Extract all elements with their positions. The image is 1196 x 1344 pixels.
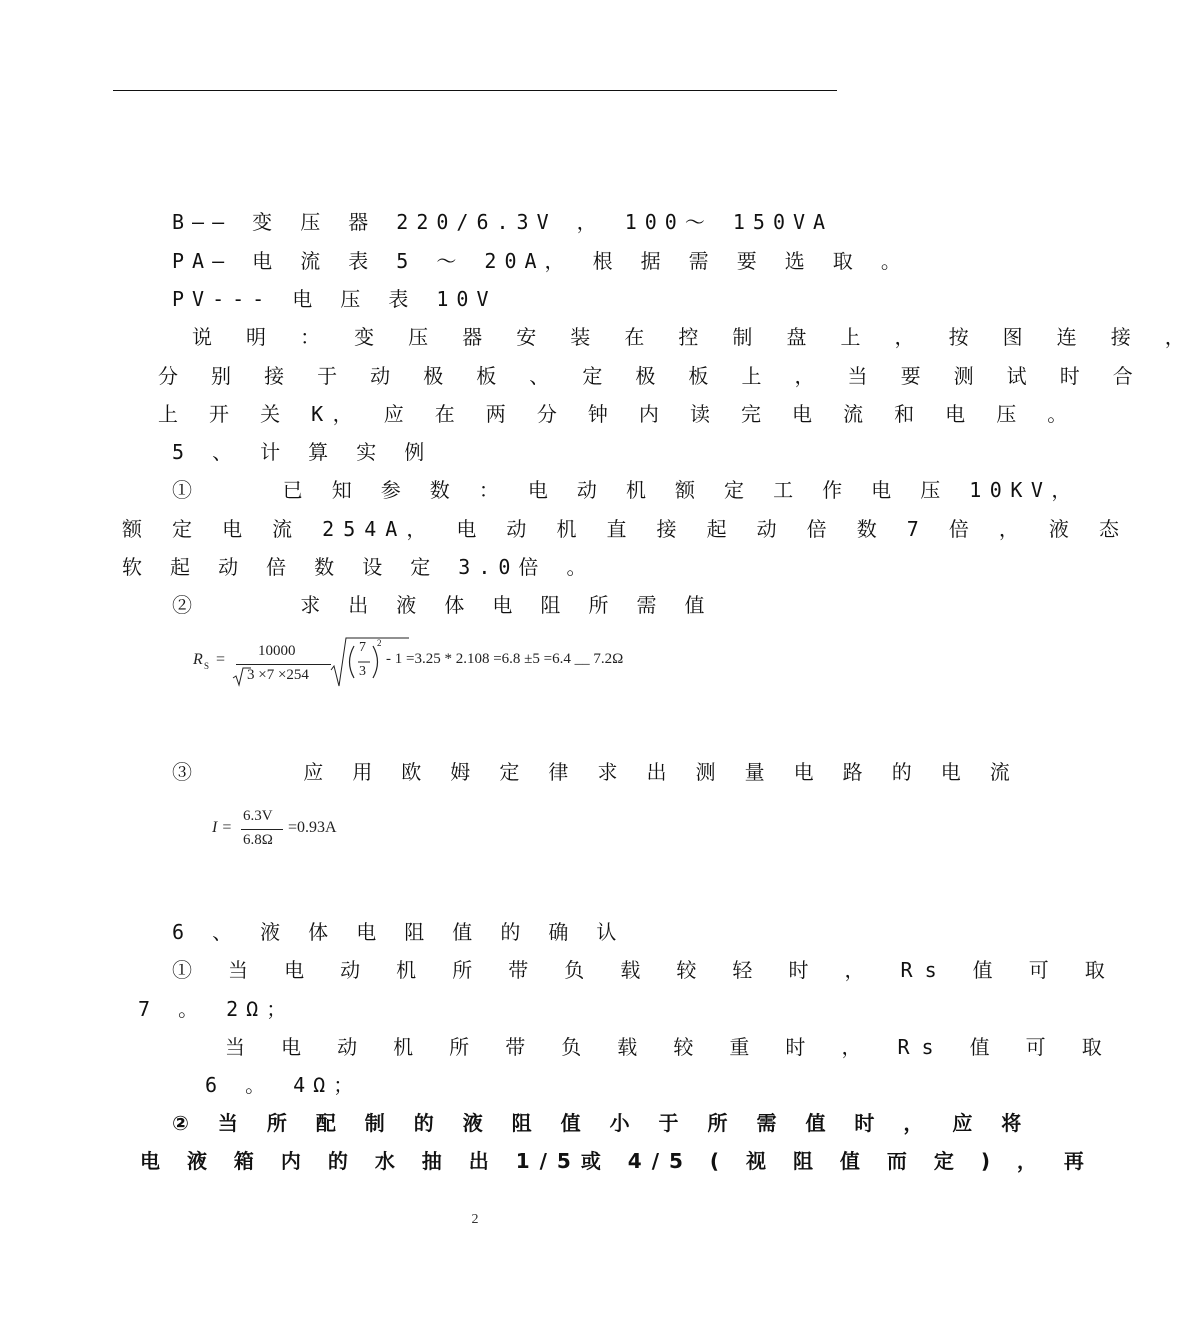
formula1-equals: = — [216, 651, 226, 668]
formula1-inner-denominator: 3 — [359, 664, 366, 679]
calc-3-line: ③ 应 用 欧 姆 定 律 求 出 测 量 电 路 的 电 流 — [172, 760, 1019, 784]
formula1-numerator: 10000 — [258, 643, 296, 659]
transformer-line: B—— 变 压 器 220/6.3V ， 100～ 150VA — [172, 210, 834, 234]
section-6-heading: 6 、 液 体 电 阻 值 的 确 认 — [172, 920, 625, 944]
light-load-line-a: ① 当 电 动 机 所 带 负 载 较 轻 时 ， Rs 值 可 取 — [172, 958, 1117, 982]
heavy-load-line-b: 6 。 4Ω； — [205, 1073, 362, 1097]
ammeter-line: PA— 电 流 表 5 ～ 20A， 根 据 需 要 选 取 。 — [172, 249, 909, 273]
formula1-denominator: 3 ×7 ×254 — [247, 667, 309, 683]
light-load-line-b: 7 。 2Ω； — [138, 997, 295, 1021]
calc-1-line-b: 额 定 电 流 254A， 电 动 机 直 接 起 动 倍 数 7 倍 ， 液 态 — [122, 517, 1128, 541]
formula1-lhs-sub: S — [204, 661, 210, 671]
calc-2-line: ② 求 出 液 体 电 阻 所 需 值 — [172, 593, 713, 617]
heavy-load-line-a: 当 电 动 机 所 带 负 载 较 重 时 ， Rs 值 可 取 — [225, 1035, 1114, 1059]
formula2-lhs: I = — [212, 819, 233, 836]
formula2-result: =0.93A — [288, 819, 337, 836]
bold-note-line-1: ② 当 所 配 制 的 液 阻 值 小 于 所 需 值 时 ， 应 将 — [172, 1111, 1033, 1135]
voltmeter-line: PV--- 电 压 表 10V — [172, 287, 497, 311]
formula1-result: - 1 =3.25 * 2.108 =6.8 ±5 =6.4 __ 7.2Ω — [386, 651, 624, 667]
calc-1-line-c: 软 起 动 倍 数 设 定 3.0倍 。 — [122, 555, 595, 579]
note-line-2: 分 别 接 于 动 极 板 、 定 极 板 上 ， 当 要 测 试 时 合 — [158, 364, 1144, 388]
formula1-exponent: 2 — [377, 638, 382, 648]
formula2-denominator: 6.8Ω — [243, 832, 273, 848]
note-line-3: 上 开 关 K， 应 在 两 分 钟 内 读 完 电 流 和 电 压 。 — [158, 402, 1077, 426]
calc-1-line-a: ① 已 知 参 数 ： 电 动 机 额 定 工 作 电 压 10KV， — [172, 478, 1080, 502]
formula1-fraction-bar — [236, 664, 331, 665]
formula1-inner-numerator: 7 — [359, 640, 366, 655]
note-line-1: 说 明 ： 变 压 器 安 装 在 控 制 盘 上 ， 按 图 连 接 ， — [192, 325, 1196, 349]
formula2-numerator: 6.3V — [243, 808, 273, 824]
page-number: 2 — [471, 1212, 479, 1227]
section-5-heading: 5 、 计 算 实 例 — [172, 440, 433, 464]
header-rule — [113, 90, 837, 91]
formula2-fraction-bar — [241, 829, 283, 830]
bold-note-line-2: 电 液 箱 内 的 水 抽 出 1/5或 4/5 ( 视 阻 值 而 定 ) ， 再 — [140, 1149, 1094, 1173]
formula1-lhs: R — [193, 651, 203, 668]
